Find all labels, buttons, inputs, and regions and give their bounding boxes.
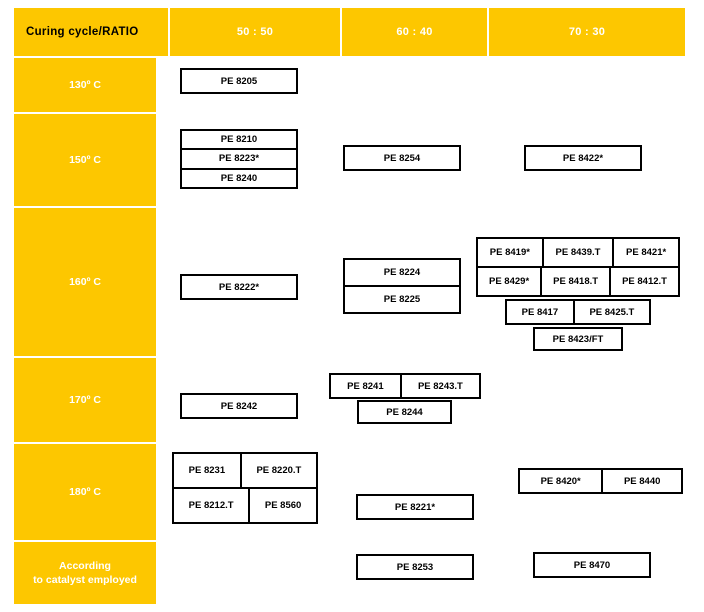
- header-column-70-30: 70 : 30: [489, 8, 685, 56]
- product-box-pe8221[interactable]: [356, 494, 474, 520]
- product-cell: PE 8205: [220, 75, 258, 87]
- product-cell: PE 8220.T: [240, 454, 316, 487]
- product-box-170c-60-40-top[interactable]: [329, 373, 481, 399]
- product-row: [182, 168, 296, 187]
- product-box-pe8222[interactable]: [180, 274, 298, 300]
- product-box-pe8205[interactable]: [180, 68, 298, 94]
- product-box-pe8242[interactable]: [180, 393, 298, 419]
- product-cell: PE 8423/FT: [552, 333, 604, 345]
- product-row: [174, 454, 316, 487]
- product-box-pe8470[interactable]: [533, 552, 651, 578]
- product-stack-150c-50-50[interactable]: [180, 129, 298, 189]
- row-label-130c: 130º C: [14, 58, 156, 112]
- product-cell: PE 8253: [396, 561, 434, 573]
- product-row: [174, 487, 316, 522]
- product-stack-160c-70-30-top[interactable]: [476, 237, 680, 297]
- product-cell: PE 8244: [386, 406, 423, 418]
- product-row: [182, 148, 296, 167]
- row-label-line1: According: [59, 559, 111, 572]
- row-label-160c: 160º C: [14, 208, 156, 356]
- product-row: [345, 285, 459, 312]
- product-cell: PE 8210: [220, 134, 258, 146]
- product-cell: PE 8240: [220, 172, 258, 184]
- product-row: [478, 266, 678, 295]
- header-curing-cycle-ratio: Curing cycle/RATIO: [14, 8, 168, 56]
- product-cell: PE 8231: [188, 465, 226, 476]
- product-cell: PE 8243.T: [400, 375, 479, 397]
- product-cell: PE 8560: [248, 489, 316, 522]
- product-box-pe8423ft[interactable]: [533, 327, 623, 351]
- product-box-pe8254[interactable]: [343, 145, 461, 171]
- row-label-according-to-catalyst: [14, 542, 156, 604]
- product-cell: PE 8420*: [540, 475, 581, 487]
- product-cell: PE 8422*: [562, 152, 604, 164]
- product-box-pe8422[interactable]: [524, 145, 642, 171]
- row-label-170c: 170º C: [14, 358, 156, 442]
- product-cell: PE 8425.T: [573, 301, 649, 323]
- product-cell: PE 8224: [383, 267, 421, 278]
- product-cell: PE 8241: [347, 380, 384, 392]
- product-cell: PE 8254: [383, 152, 421, 164]
- product-cell: PE 8412.T: [609, 268, 678, 295]
- product-cell: PE 8417: [521, 306, 559, 318]
- row-label-180c: 180º C: [14, 444, 156, 540]
- product-stack-180c-50-50[interactable]: [172, 452, 318, 524]
- row-label-line2: to catalyst employed: [33, 574, 137, 586]
- product-box-pe8244[interactable]: [357, 400, 452, 424]
- product-stack-160c-60-40[interactable]: [343, 258, 461, 314]
- table-header-row: [14, 8, 685, 56]
- product-cell: PE 8419*: [489, 247, 530, 258]
- product-cell: PE 8242: [220, 400, 258, 412]
- product-box-pe8253[interactable]: [356, 554, 474, 580]
- product-box-160c-70-30-mid[interactable]: [505, 299, 651, 325]
- product-row: [345, 260, 459, 285]
- product-cell: PE 8222*: [218, 281, 260, 293]
- product-cell: PE 8439.T: [542, 239, 612, 266]
- header-column-50-50: 50 : 50: [170, 8, 340, 56]
- product-cell: PE 8223*: [218, 153, 260, 165]
- product-row: [182, 131, 296, 148]
- product-cell: PE 8221*: [394, 501, 436, 513]
- product-row: [478, 239, 678, 266]
- product-cell: PE 8440: [601, 470, 681, 492]
- product-box-180c-70-30[interactable]: [518, 468, 683, 494]
- product-cell: PE 8212.T: [188, 500, 234, 511]
- row-label-150c: 150º C: [14, 114, 156, 206]
- product-cell: PE 8418.T: [540, 268, 609, 295]
- product-cell: PE 8470: [573, 559, 611, 571]
- product-cell: PE 8225: [383, 294, 421, 305]
- product-cell: PE 8421*: [612, 239, 678, 266]
- product-cell: PE 8429*: [489, 276, 530, 287]
- header-column-60-40: 60 : 40: [342, 8, 487, 56]
